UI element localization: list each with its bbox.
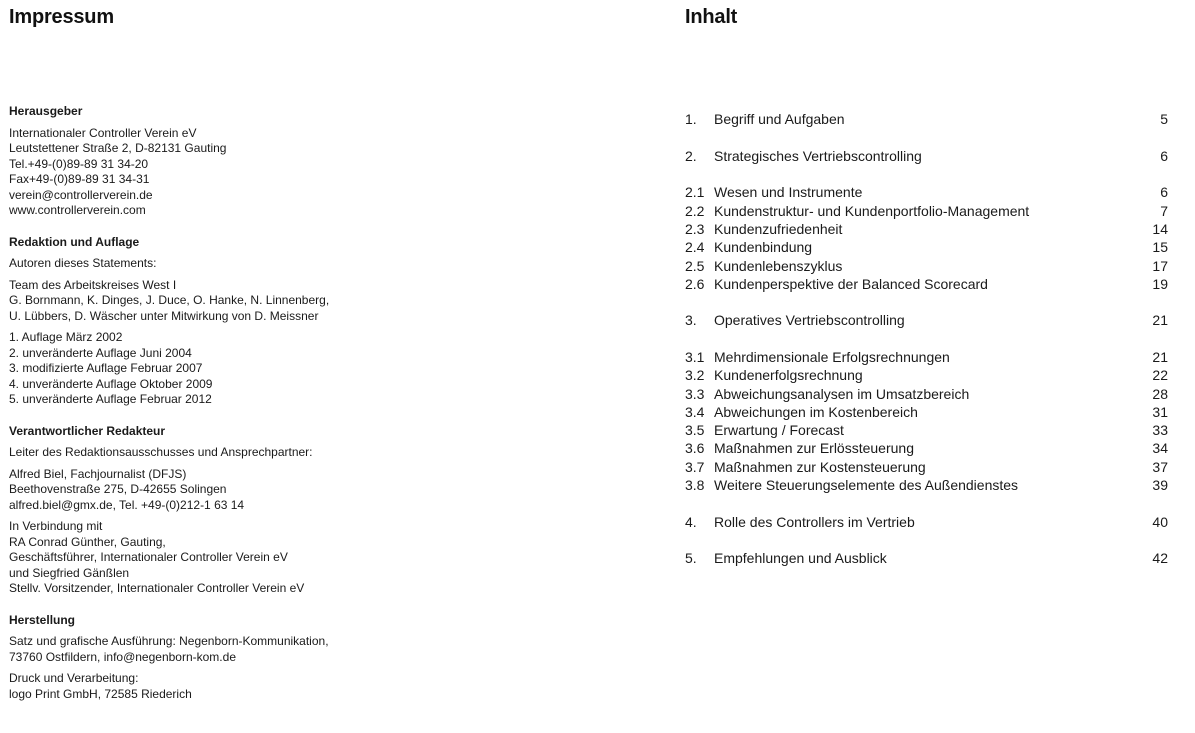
toc-entry[interactable] xyxy=(685,238,1168,256)
toc-page: 40 xyxy=(1152,513,1168,530)
toc-title: Kundenperspektive der Balanced Scorecard xyxy=(714,275,988,292)
toc-entry[interactable] xyxy=(685,311,1168,329)
auflage-line: 3. modifizierte Auflage Februar 2007 xyxy=(9,361,203,375)
auflage-line: 4. unveränderte Auflage Oktober 2009 xyxy=(9,376,213,391)
address-line: Internationaler Controller Verein eV xyxy=(9,125,197,140)
toc-entry[interactable] xyxy=(685,275,1168,293)
section-herstellung xyxy=(9,613,329,703)
website-line: www.controllerverein.com xyxy=(9,203,146,217)
toc-number: 3.8 xyxy=(685,477,705,494)
inhalt-title: Inhalt xyxy=(685,6,738,28)
satz-block xyxy=(9,634,329,665)
toc-title: Strategisches Vertriebscontrolling xyxy=(714,147,922,164)
toc-title: Abweichungsanalysen im Umsatzbereich xyxy=(714,385,970,402)
toc-entry[interactable] xyxy=(685,513,1168,531)
auflage-line: 1. Auflage März 2002 xyxy=(9,330,123,344)
team-line: Team des Arbeitskreises West I xyxy=(9,277,177,292)
redaktion-heading: Redaktion und Auflage xyxy=(9,234,140,249)
toc-page: 17 xyxy=(1152,257,1168,274)
address-line: Leutstettener Straße 2, D-82131 Gauting xyxy=(9,141,227,155)
toc-number: 3.7 xyxy=(685,458,705,475)
toc-number: 3.2 xyxy=(685,367,705,384)
toc-entry[interactable] xyxy=(685,147,1168,165)
toc-entry[interactable] xyxy=(685,403,1168,421)
toc-number: 3. xyxy=(685,312,697,329)
toc-page: 7 xyxy=(1160,202,1168,219)
toc-number: 2.2 xyxy=(685,202,705,219)
toc-entry[interactable] xyxy=(685,183,1168,201)
team-line: U. Lübbers, D. Wäscher unter Mitwirkung von D. Meissner xyxy=(9,308,319,323)
toc-number: 2. xyxy=(685,147,697,164)
autoren-line: Autoren dieses Statements: xyxy=(9,256,157,270)
toc-page: 6 xyxy=(1160,184,1168,201)
toc-title: Maßnahmen zur Kostensteuerung xyxy=(714,458,926,475)
toc-number: 1. xyxy=(685,111,697,128)
toc-page: 22 xyxy=(1152,367,1168,384)
toc-page: 21 xyxy=(1152,312,1168,329)
toc-number: 2.3 xyxy=(685,220,705,237)
toc-title: Rolle des Controllers im Vertrieb xyxy=(714,513,915,530)
toc-number: 2.6 xyxy=(685,275,705,292)
phone-line: Tel.+49-(0)89-89 31 34-20 xyxy=(9,156,149,171)
toc-page: 37 xyxy=(1152,458,1168,475)
impressum-body xyxy=(9,104,329,702)
toc-page: 39 xyxy=(1152,477,1168,494)
toc-page: 21 xyxy=(1152,349,1168,365)
toc-number: 2.4 xyxy=(685,239,705,256)
auflagen-block xyxy=(9,330,329,408)
toc-title: Erwartung / Forecast xyxy=(714,422,844,439)
toc-number: 3.6 xyxy=(685,440,705,457)
toc-entry[interactable] xyxy=(685,366,1168,384)
leiter-line: Leiter des Redaktionsausschusses und Ansprechpartner: xyxy=(9,445,313,459)
verbindung-line: In Verbindung mit xyxy=(9,519,103,533)
toc-title: Kundenerfolgsrechnung xyxy=(714,367,863,384)
toc-number: 4. xyxy=(685,513,697,530)
toc-entry[interactable] xyxy=(685,458,1168,476)
kontakt-line: Alfred Biel, Fachjournalist (DFJS) xyxy=(9,466,187,481)
toc-title: Wesen und Instrumente xyxy=(714,184,863,201)
toc-number: 5. xyxy=(685,550,697,567)
toc-entry[interactable] xyxy=(685,421,1168,439)
toc-title: Begriff und Aufgaben xyxy=(714,111,845,128)
toc-title: Kundenlebenszyklus xyxy=(714,257,843,274)
toc-number: 2.1 xyxy=(685,184,705,201)
satz-line: Satz und grafische Ausführung: Negenborn-Kommunikation, xyxy=(9,634,329,648)
section-redaktion xyxy=(9,235,329,408)
toc-page: 19 xyxy=(1152,275,1168,292)
redakteur-heading: Verantwortlicher Redakteur xyxy=(9,423,166,438)
team-line: G. Bornmann, K. Dinges, J. Duce, O. Hanke, N. Linnenberg, xyxy=(9,293,330,307)
toc-title: Abweichungen im Kostenbereich xyxy=(714,403,918,420)
herstellung-heading: Herstellung xyxy=(9,612,76,627)
section-redakteur xyxy=(9,424,329,597)
toc-title: Kundenstruktur- und Kundenportfolio-Management xyxy=(714,202,1030,219)
druck-block xyxy=(9,671,329,702)
verbindung-line: RA Conrad Günther, Gauting, xyxy=(9,534,166,549)
toc-entry[interactable] xyxy=(685,384,1168,402)
toc-entry[interactable] xyxy=(685,439,1168,457)
verbindung-line: und Siegfried Gänßlen xyxy=(9,565,130,580)
toc-page: 5 xyxy=(1160,111,1168,128)
herausgeber-address xyxy=(9,126,329,219)
auflage-line: 2. unveränderte Auflage Juni 2004 xyxy=(9,345,192,360)
toc-page: 6 xyxy=(1160,147,1168,164)
toc-number: 3.5 xyxy=(685,422,705,439)
auflage-line: 5. unveränderte Auflage Februar 2012 xyxy=(9,392,212,406)
impressum-title: Impressum xyxy=(9,6,114,28)
toc-title: Maßnahmen zur Erlössteuerung xyxy=(714,440,914,457)
toc-entry[interactable] xyxy=(685,476,1168,494)
toc-page: 42 xyxy=(1152,550,1168,567)
toc-number: 3.3 xyxy=(685,385,705,402)
toc-title: Kundenbindung xyxy=(714,239,813,256)
section-herausgeber xyxy=(9,104,329,219)
toc-entry[interactable] xyxy=(685,348,1168,366)
toc-number: 3.4 xyxy=(685,403,705,420)
verbindung-line: Geschäftsführer, Internationaler Controller Verein eV xyxy=(9,550,288,564)
toc-title: Mehrdimensionale Erfolgsrechnungen xyxy=(714,349,950,365)
toc-entry[interactable] xyxy=(685,220,1168,238)
toc-number: 3.1 xyxy=(685,349,705,365)
kontakt-line: Beethovenstraße 275, D-42655 Solingen xyxy=(9,482,227,496)
toc-title: Kundenzufriedenheit xyxy=(714,220,843,237)
email-line: verein@controllerverein.de xyxy=(9,187,153,202)
kontakt-block xyxy=(9,467,329,514)
toc-page: 14 xyxy=(1152,220,1168,237)
verbindung-block xyxy=(9,519,329,597)
team-block xyxy=(9,278,329,325)
toc-title: Operatives Vertriebscontrolling xyxy=(714,312,905,329)
fax-line: Fax+49-(0)89-89 31 34-31 xyxy=(9,172,150,186)
toc-title: Empfehlungen und Ausblick xyxy=(714,550,887,567)
toc-page: 34 xyxy=(1152,440,1168,457)
toc-entry[interactable] xyxy=(685,110,1168,128)
toc-entry[interactable] xyxy=(685,201,1168,219)
kontakt-line: alfred.biel@gmx.de, Tel. +49-(0)212-1 63 14 xyxy=(9,497,245,512)
toc-page: 28 xyxy=(1152,385,1168,402)
druck-line: logo Print GmbH, 72585 Riederich xyxy=(9,686,192,701)
toc-entry[interactable] xyxy=(685,256,1168,274)
toc-number: 2.5 xyxy=(685,257,705,274)
toc-entry[interactable] xyxy=(685,549,1168,567)
toc-page: 31 xyxy=(1152,403,1168,420)
toc-page: 33 xyxy=(1152,422,1168,439)
satz-line: 73760 Ostfildern, info@negenborn-kom.de xyxy=(9,649,236,664)
herausgeber-heading: Herausgeber xyxy=(9,104,83,118)
toc-title: Weitere Steuerungselemente des Außendienstes xyxy=(714,477,1019,494)
toc-page: 15 xyxy=(1152,239,1168,256)
druck-line: Druck und Verarbeitung: xyxy=(9,671,139,685)
table-of-contents xyxy=(685,110,1168,567)
verbindung-line: Stellv. Vorsitzender, Internationaler Controller Verein eV xyxy=(9,581,305,595)
